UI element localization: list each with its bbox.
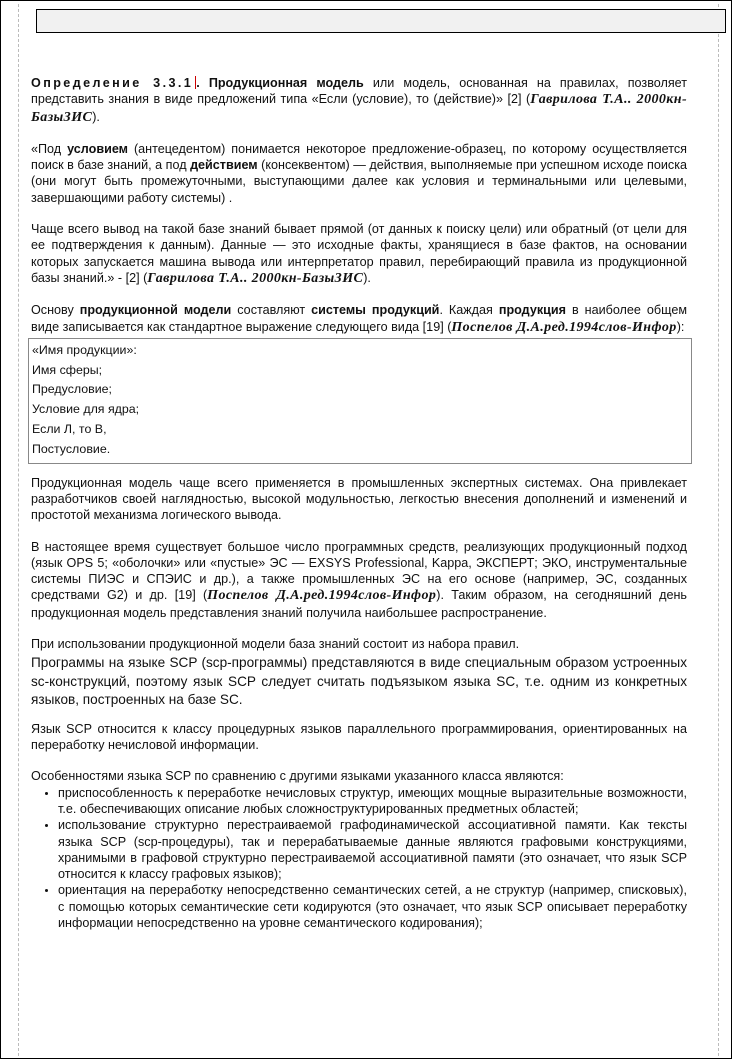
production-line: Имя сферы;: [32, 362, 103, 377]
citation: Гаврилова Т.А.. 2000кн-БазыЗИС: [31, 92, 688, 125]
document-body: [31, 75, 687, 931]
list-item: • приспособленность к переработке нечисловых структур, имеющих мощные выразительные возможности, т.е. обеспечивающих описание любых сложноструктурированных предметных областей;: [58, 785, 687, 818]
list-item: • ориентация на переработку непосредственно семантических сетей, а не структур (например, списковых), с помощью которых семантические сети кодируются (это означает, что язык SCP описывает переработку информации непосредственно на уровне семантического кодирования);: [58, 882, 687, 931]
features-intro: Особенностями языка SCP по сравнению с другими языками указанного класса являются:: [31, 769, 564, 784]
header-bar: [36, 9, 726, 33]
production-line: Если Л, то В,: [32, 422, 107, 437]
definition-term: Продукционная модель: [208, 76, 364, 90]
citation: Поспелов Д.А.ред.1994слов-Инфор: [207, 588, 437, 604]
citation: Поспелов Д.А.ред.1994слов-Инфор: [451, 319, 677, 335]
usage-paragraph: Продукционная модель чаще всего применяется в промышленных экспертных системах. Она привлекает разработчиков своей наглядностью, высокой модульностью, легкостью внесения дополнений и изменений и простотой механизма логического вывода.: [31, 475, 687, 523]
rules-paragraph: При использовании продукционной модели база знаний состоит из набора правил.: [31, 637, 520, 652]
list-item: • использование структурно перестраиваемой графодинамической ассоциативной памяти. Как тексты языка SCP (scp-процедуры), так и перерабатываемые данные являются графовыми конструкциями, хранимыми в графовой структурно перестраиваемой ассоциативной памяти (это означает, что язык SCP относится к классу графовых языков);: [58, 817, 687, 882]
production-line: Условие для ядра;: [32, 402, 140, 417]
tools-paragraph: В настоящее время существует большое число программных средств, реализующих продукционный подход (язык OPS 5; «оболочки» или «пустые» ЭС — EXSYS Professional, Kappa, ЭКСПЕРТ; ЭКО, инструментальные системы ПИЭС и СПЭИС и др.), а также промышленных ЭС на его основе (например, ЭС, созданных средствами G2) и др. [19] (Поспелов Д.А.ред.1994слов-Инфор). Таким образом, на сегодняшний день продукционная модель представления знаний получила наибольшее распространение.: [31, 539, 687, 620]
quote-paragraph: «Под условием (антецедентом) понимается некоторое предложение-образец, по которому осуществляется поиск в базе знаний, а под действием (консеквентом) — действия, выполняемые при успешном исходе поиска (они могут быть промежуточными, выступающими далее как условия и терминальными или целевыми, завершающими работу системы) .: [31, 141, 687, 205]
production-format-box: [28, 338, 692, 464]
scp-programs-paragraph: Программы на языке SCP (scp-программы) представляются в виде специальным образом устроенных sc-конструкций, поэтому язык SCP следует считать подъязыком языка SC, т.е. одним из конкретных языков, построенных на базе SC.: [31, 655, 687, 708]
production-line: Постусловие.: [32, 441, 111, 456]
scp-class-paragraph: Язык SCP относится к классу процедурных языков параллельного программирования, ориентированных на переработку нечисловой информации.: [31, 721, 687, 753]
production-line: Предусловие;: [32, 382, 112, 397]
features-list: [31, 785, 687, 932]
definition-paragraph: Определение 3.3.1 . Продукционная модель или модель, основанная на правилах, позволяет представить знания в виде предложений типа «Если (условие), то (действие)» [2] (Гаврилова Т.А.. 2000кн-БазыЗИС).: [31, 76, 688, 125]
definition-label: Определение 3.3.1: [31, 76, 194, 90]
citation: Гаврилова Т.А.. 2000кн-БазыЗИС: [147, 270, 364, 286]
basis-paragraph: Основу продукционной модели составляют системы продукций. Каждая продукция в наиболее общем виде записывается как стандартное выражение следующего вида [19] (Поспелов Д.А.ред.1994слов-Инфор):: [31, 303, 687, 335]
production-line: «Имя продукции»:: [32, 342, 137, 357]
inference-paragraph: Чаще всего вывод на такой базе знаний бывает прямой (от данных к поиску цели) или обратный (от цели для ее подтверждения к данным). Данные — это исходные факты, хранящиеся в базе фактов, на основании которых запускается машина вывода или интерпретатор правил, перебирающий правила из продукционной базы знаний.» - [2] (Гаврилова Т.А.. 2000кн-БазыЗИС).: [31, 222, 687, 286]
